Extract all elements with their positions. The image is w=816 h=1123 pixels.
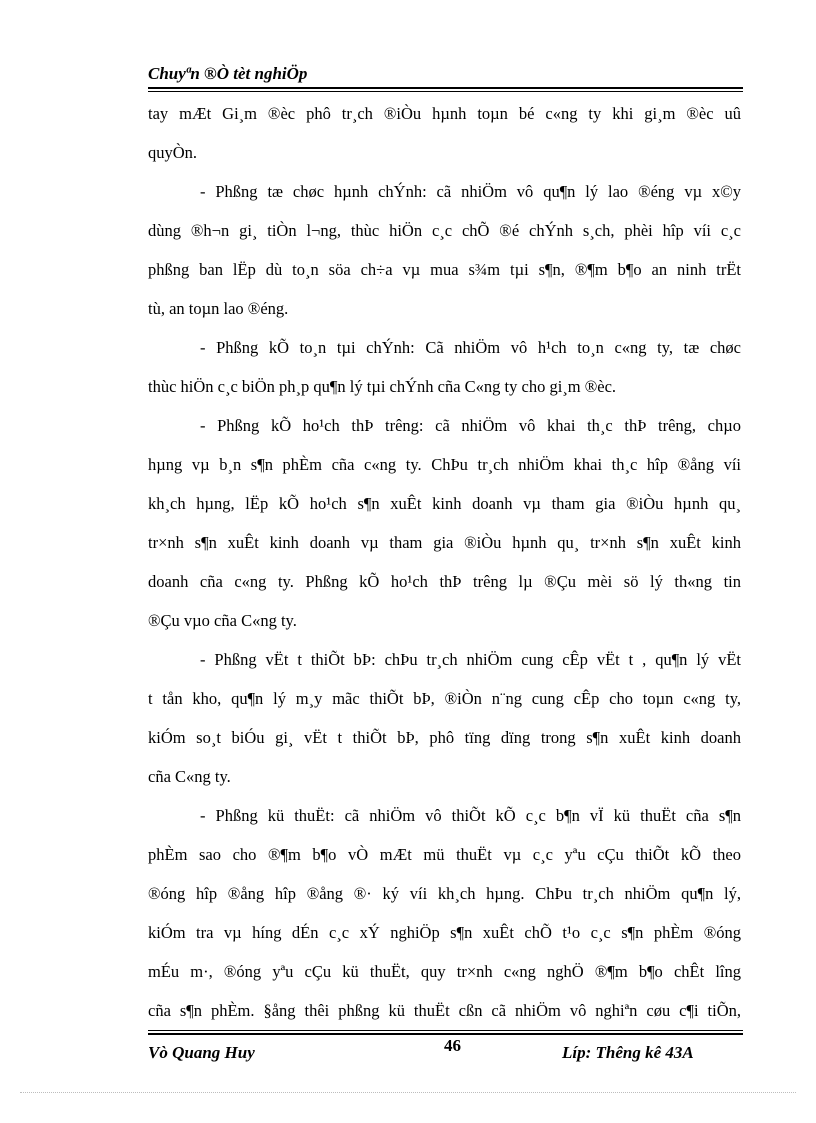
header-rule-thick (148, 87, 743, 89)
text-line: - Phßng tæ chøc hµnh chÝnh: cã nhiÖm vô qu¶n lý lao ®éng vµ x©y (200, 182, 741, 201)
text-line: - Phßng kü thuËt: cã nhiÖm vô thiÕt kÕ c¸c b¶n vÏ kü thuËt cña s¶n (200, 806, 741, 825)
text-line: kiÓm tra vµ híng dÉn c¸c xÝ nghiÖp s¶n xuÊt chÕ t¹o c¸c s¶n phÈm ®óng (148, 923, 741, 942)
text-line: phÈm sao cho ®¶m b¶o vÒ mÆt mü thuËt vµ c¸c yªu cÇu thiÕt kÕ theo (148, 845, 741, 864)
text-line: thùc hiÖn c¸c biÖn ph¸p qu¶n lý tµi chÝnh cña C«ng ty cho gi¸m ®èc. (148, 377, 617, 396)
text-line: kiÓm so¸t biÓu gi¸ vËt t thiÕt bÞ, phô tïng dïng trong s¶n xuÊt kinh doanh (148, 728, 741, 747)
footer-rule-thin (148, 1030, 743, 1031)
text-line: phßng ban lËp dù to¸n söa ch÷a vµ mua s¾m tµi s¶n, ®¶m b¶o an ninh trËt (148, 260, 741, 279)
text-line: - Phßng vËt t thiÕt bÞ: chÞu tr¸ch nhiÖm cung cÊp vËt t , qu¶n lý vËt (200, 650, 741, 669)
page-number: 46 (444, 1036, 461, 1055)
text-line: cña s¶n phÈm. §ång thêi phßng kü thuËt cßn cã nhiÖm vô nghiªn cøu c¶i tiÕn, (148, 1001, 741, 1020)
text-line: hµng vµ b¸n s¶n phÈm cña c«ng ty. ChÞu tr¸ch nhiÖm khai th¸c hîp ®ång víi (148, 455, 741, 474)
text-line: mÉu m·, ®óng yªu cÇu kü thuËt, quy tr×nh c«ng nghÖ ®¶m b¶o chÊt lîng (148, 962, 741, 981)
text-line: tr×nh s¶n xuÊt kinh doanh vµ tham gia ®iÒu hµnh qu¸ tr×nh s¶n xuÊt kinh (148, 533, 741, 552)
text-line: ®Çu vµo cña C«ng ty. (148, 611, 297, 630)
footer-author: Vò Quang Huy (148, 1043, 255, 1062)
text-line: tay mÆt Gi¸m ®èc phô tr¸ch ®iÒu hµnh toµn bé c«ng ty khi gi¸m ®èc uû (148, 104, 741, 123)
text-line: ®óng hîp ®ång hîp ®ång ®· ký víi kh¸ch hµng. ChÞu tr¸ch nhiÖm qu¶n lý, (148, 884, 741, 903)
text-line: dùng ®h¬n gi¸ tiÒn l¬ng, thùc hiÖn c¸c chÕ ®é chÝnh s¸ch, phèi hîp víi c¸c (148, 221, 741, 240)
text-line: quyÒn. (148, 143, 198, 162)
text-line: t tån kho, qu¶n lý m¸y mãc thiÕt bÞ, ®iÒn n¨ng cung cÊp cho toµn c«ng ty, (148, 689, 741, 708)
text-line: doanh cña c«ng ty. Phßng kÕ ho¹ch thÞ trêng lµ ®Çu mèi sö lý th«ng tin (148, 572, 741, 591)
footer-rule-thick (148, 1033, 743, 1035)
text-line: - Phßng kÕ to¸n tµi chÝnh: Cã nhiÖm vô h¹ch to¸n c«ng ty, tæ chøc (200, 338, 741, 357)
text-line: tù, an toµn lao ®éng. (148, 299, 289, 318)
page-edge-divider (20, 1092, 796, 1093)
header-title: Chuyªn ®Ò tèt nghiÖp (148, 64, 308, 83)
text-line: - Phßng kÕ ho¹ch thÞ trêng: cã nhiÖm vô khai th¸c thÞ trêng, chµo (200, 416, 741, 435)
footer-class: Líp: Thêng kê 43A (562, 1043, 694, 1062)
text-line: kh¸ch hµng, lËp kÕ ho¹ch s¶n xuÊt kinh doanh vµ tham gia ®iÒu hµnh qu¸ (148, 494, 741, 513)
text-line: cña C«ng ty. (148, 767, 231, 786)
header-rule-thin (148, 91, 743, 92)
